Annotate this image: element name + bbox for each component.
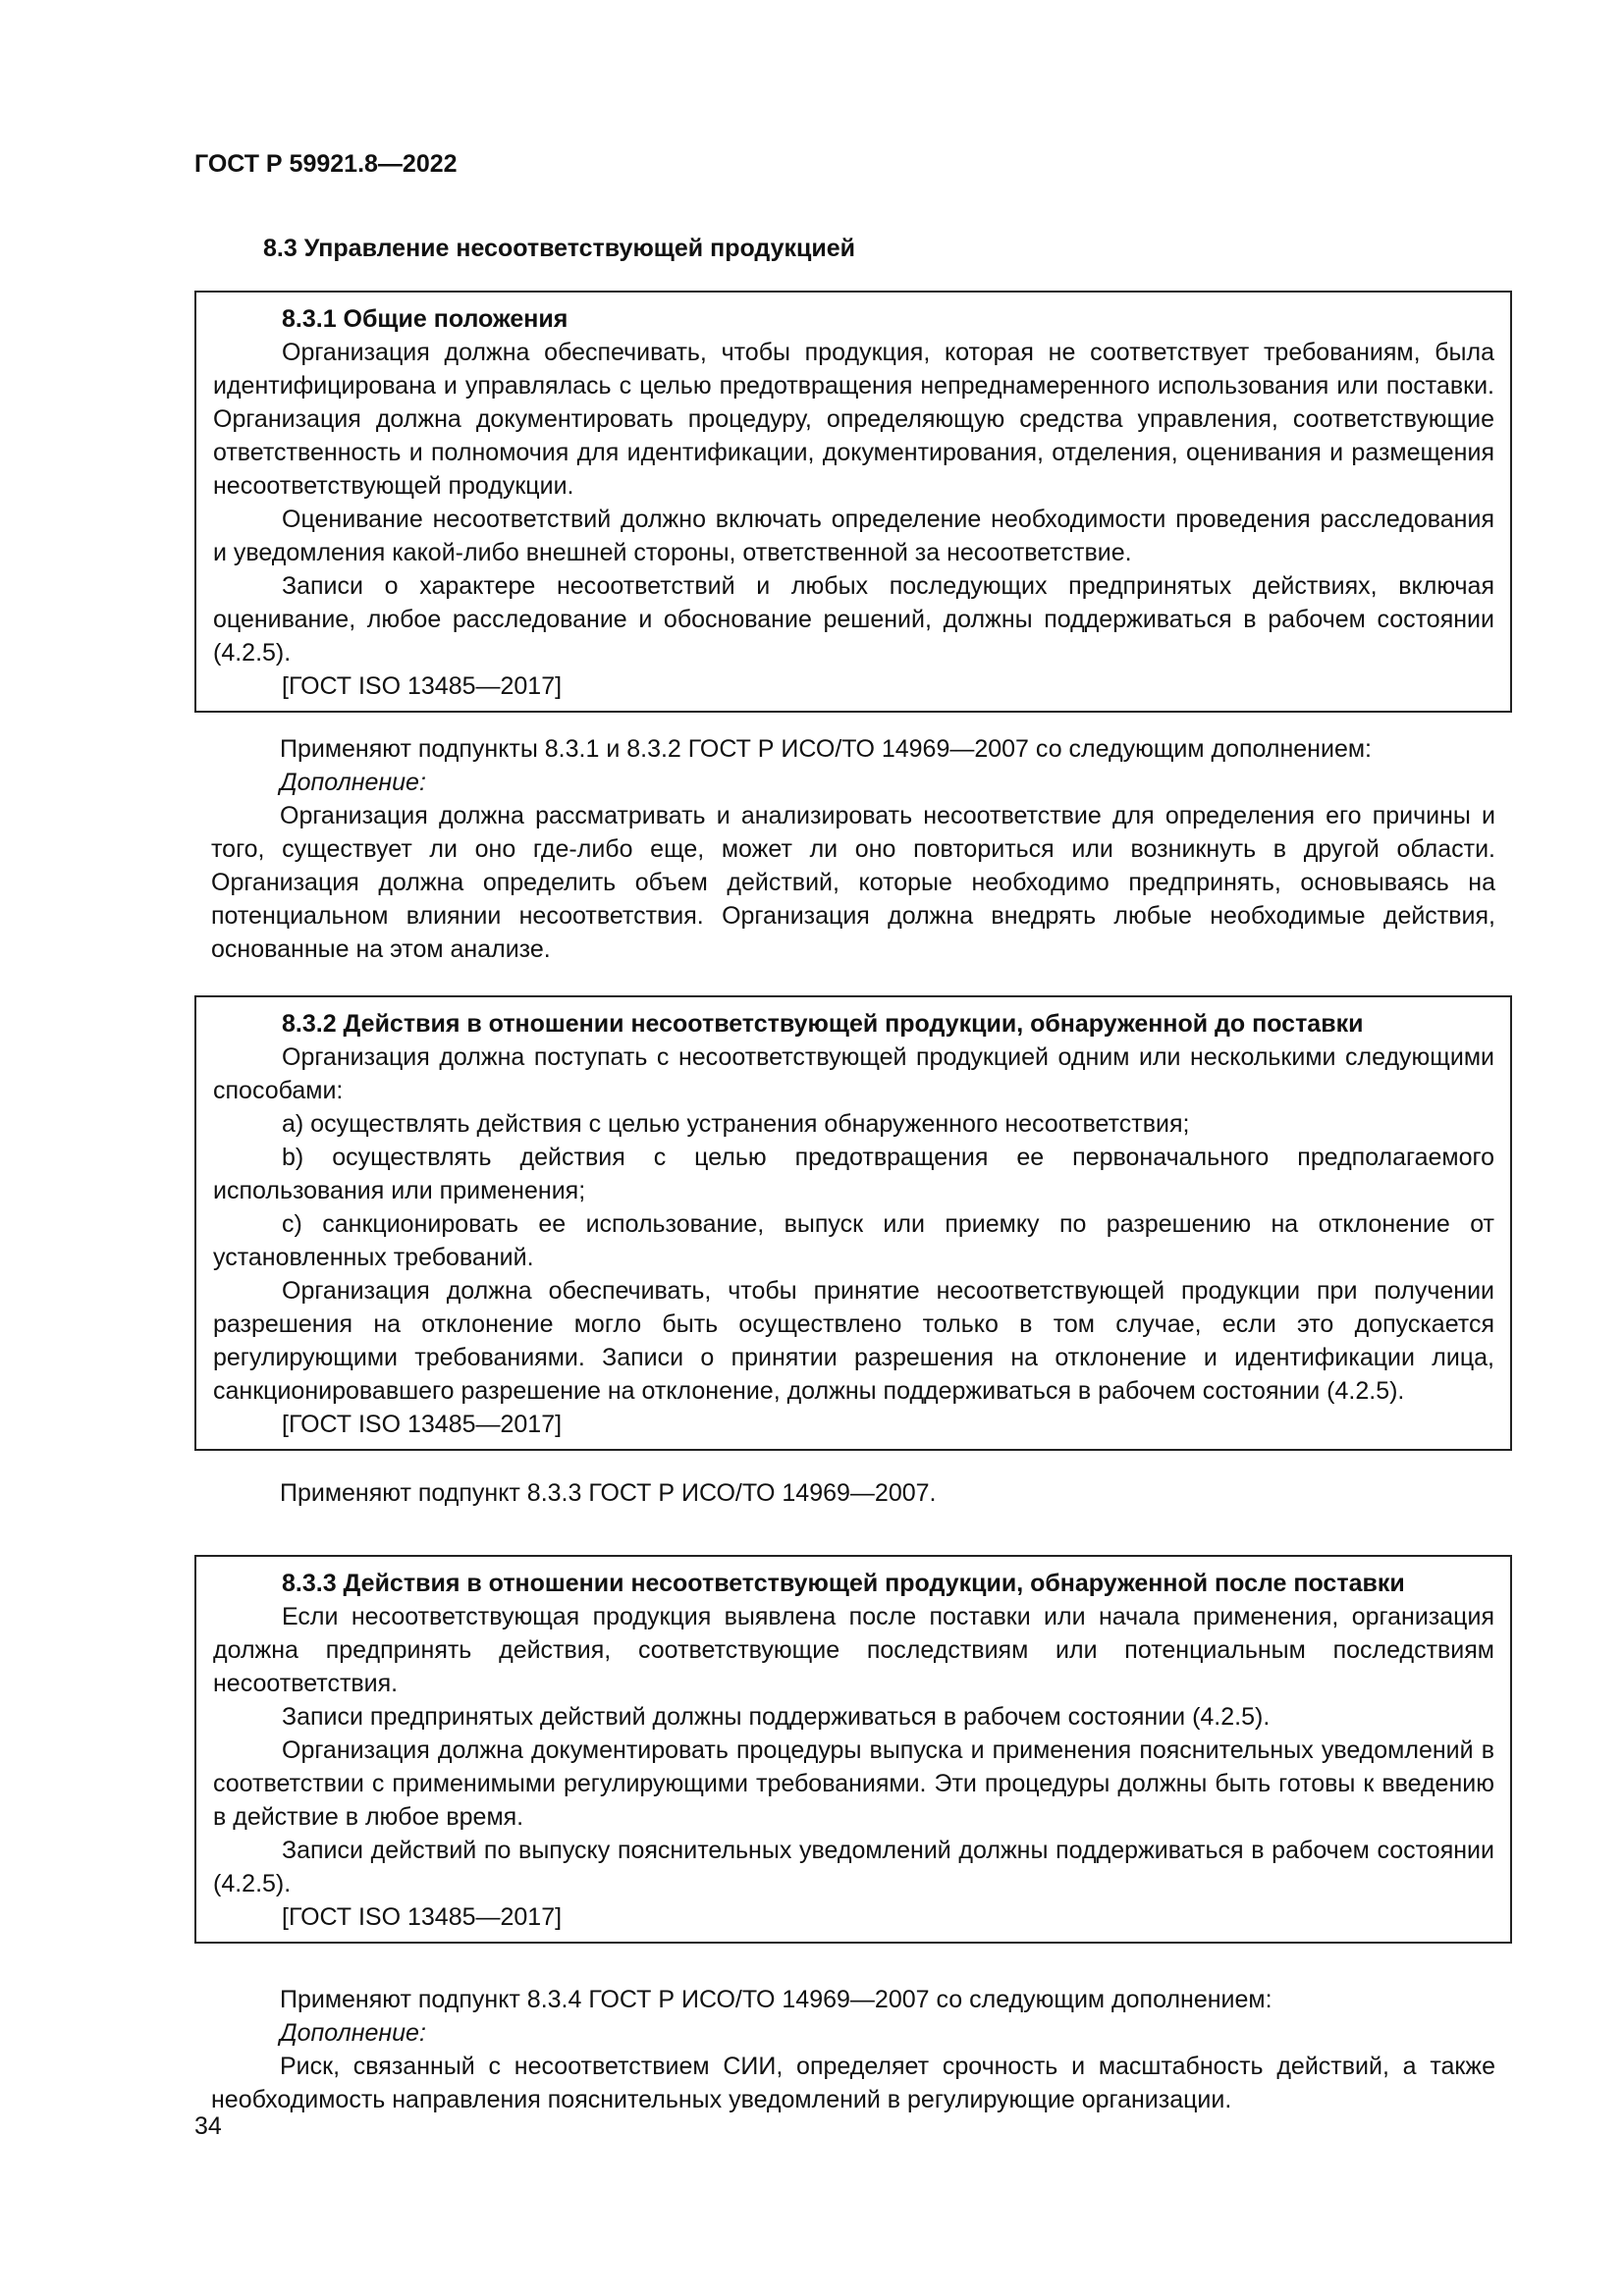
paragraph: Организация должна обеспечивать, чтобы продукция, которая не соответствует требованиям, была идентифицирована и управлялась с целью предотвращения непреднамеренного использования или поставки. Организация должна документировать процедуру, определяющую средства управления, соответствующие ответственность и полномочия для идентификации, документирования, отделения, оценивания и размещения несоответствующей продукции. — [213, 339, 1494, 500]
source-reference: [ГОСТ ISO 13485—2017] — [282, 672, 563, 700]
paragraph: Организация должна поступать с несоответствующей продукцией одним или несколькими следующими способами: — [213, 1043, 1494, 1104]
list-item: c) санкционировать ее использование, выпуск или приемку по разрешению на отклонение от установленных требований. — [213, 1210, 1494, 1271]
paragraph: Оценивание несоответствий должно включать определение необходимости проведения расследования и уведомления какой-либо внешней стороны, ответственной за несоответствие. — [213, 506, 1494, 566]
quote-box-8-3-3 — [194, 1555, 1512, 1944]
paragraph: Если несоответствующая продукция выявлена после поставки или начала применения, организация должна предпринять действия, соответствующие последствиям или потенциальным последствиям несоответствия. — [213, 1603, 1494, 1697]
quote-box-8-3-2 — [194, 995, 1512, 1451]
subsection-title: 8.3.2 Действия в отношении несоответствующей продукции, обнаруженной до поставки — [282, 1010, 1364, 1038]
supplement-block-2 — [194, 1476, 1512, 1510]
subsection-title: 8.3.3 Действия в отношении несоответствующей продукции, обнаруженной после поставки — [282, 1570, 1405, 1597]
supplement-block-1 — [194, 732, 1512, 966]
paragraph: Риск, связанный с несоответствием СИИ, определяет срочность и масштабность действий, а также необходимость направления пояснительных уведомлений в регулирующие организации. — [211, 2053, 1495, 2113]
apply-note: Применяют подпункт 8.3.3 ГОСТ Р ИСО/ТО 14969—2007. — [280, 1479, 937, 1507]
paragraph: Организация должна документировать процедуры выпуска и применения пояснительных уведомлений в соответствии с применимыми регулирующими требованиями. Эти процедуры должны быть готовы к введению в действие в любое время. — [213, 1736, 1494, 1831]
section-title: 8.3 Управление несоответствующей продукцией — [263, 235, 856, 262]
paragraph: Записи предпринятых действий должны поддерживаться в рабочем состоянии (4.2.5). — [282, 1703, 1271, 1731]
paragraph: Организация должна обеспечивать, чтобы принятие несоответствующей продукции при получении разрешения на отклонение могло быть осуществлено только в том случае, если это допускается регулирующими требованиями. Записи о принятии разрешения на отклонение и идентификации лица, санкционировавшего разрешение на отклонение, должны поддерживаться в рабочем состоянии (4.2.5). — [213, 1277, 1494, 1405]
paragraph: Записи действий по выпуску пояснительных уведомлений должны поддерживаться в рабочем состоянии (4.2.5). — [213, 1837, 1494, 1897]
apply-note: Применяют подпункты 8.3.1 и 8.3.2 ГОСТ Р ИСО/ТО 14969—2007 со следующим дополнением: — [280, 735, 1372, 763]
subsection-title: 8.3.1 Общие положения — [282, 305, 568, 333]
list-item: a) осуществлять действия с целью устранения обнаруженного несоответствия; — [282, 1110, 1190, 1138]
quote-box-8-3-1 — [194, 291, 1512, 713]
supplement-block-3 — [194, 1983, 1512, 2116]
list-item: b) осуществлять действия с целью предотвращения ее первоначального предполагаемого использования или применения; — [213, 1144, 1494, 1204]
standard-code: ГОСТ Р 59921.8—2022 — [194, 150, 458, 178]
paragraph: Записи о характере несоответствий и любых последующих предпринятых действиях, включая оценивание, любое расследование и обоснование решений, должны поддерживаться в рабочем состоянии (4.2.5). — [213, 572, 1494, 667]
source-reference: [ГОСТ ISO 13485—2017] — [282, 1411, 563, 1438]
document-page — [194, 147, 1512, 2116]
page-number: 34 — [194, 2112, 222, 2140]
addition-label: Дополнение: — [280, 769, 426, 796]
apply-note: Применяют подпункт 8.3.4 ГОСТ Р ИСО/ТО 14969—2007 со следующим дополнением: — [280, 1986, 1272, 2013]
source-reference: [ГОСТ ISO 13485—2017] — [282, 1903, 563, 1931]
paragraph: Организация должна рассматривать и анализировать несоответствие для определения его причины и того, существует ли оно где-либо еще, может ли оно повториться или возникнуть в другой области. Организация должна определить объем действий, которые необходимо предпринять, основываясь на потенциальном влиянии несоответствия. Организация должна внедрять любые необходимые действия, основанные на этом анализе. — [211, 802, 1495, 963]
addition-label: Дополнение: — [280, 2019, 426, 2047]
